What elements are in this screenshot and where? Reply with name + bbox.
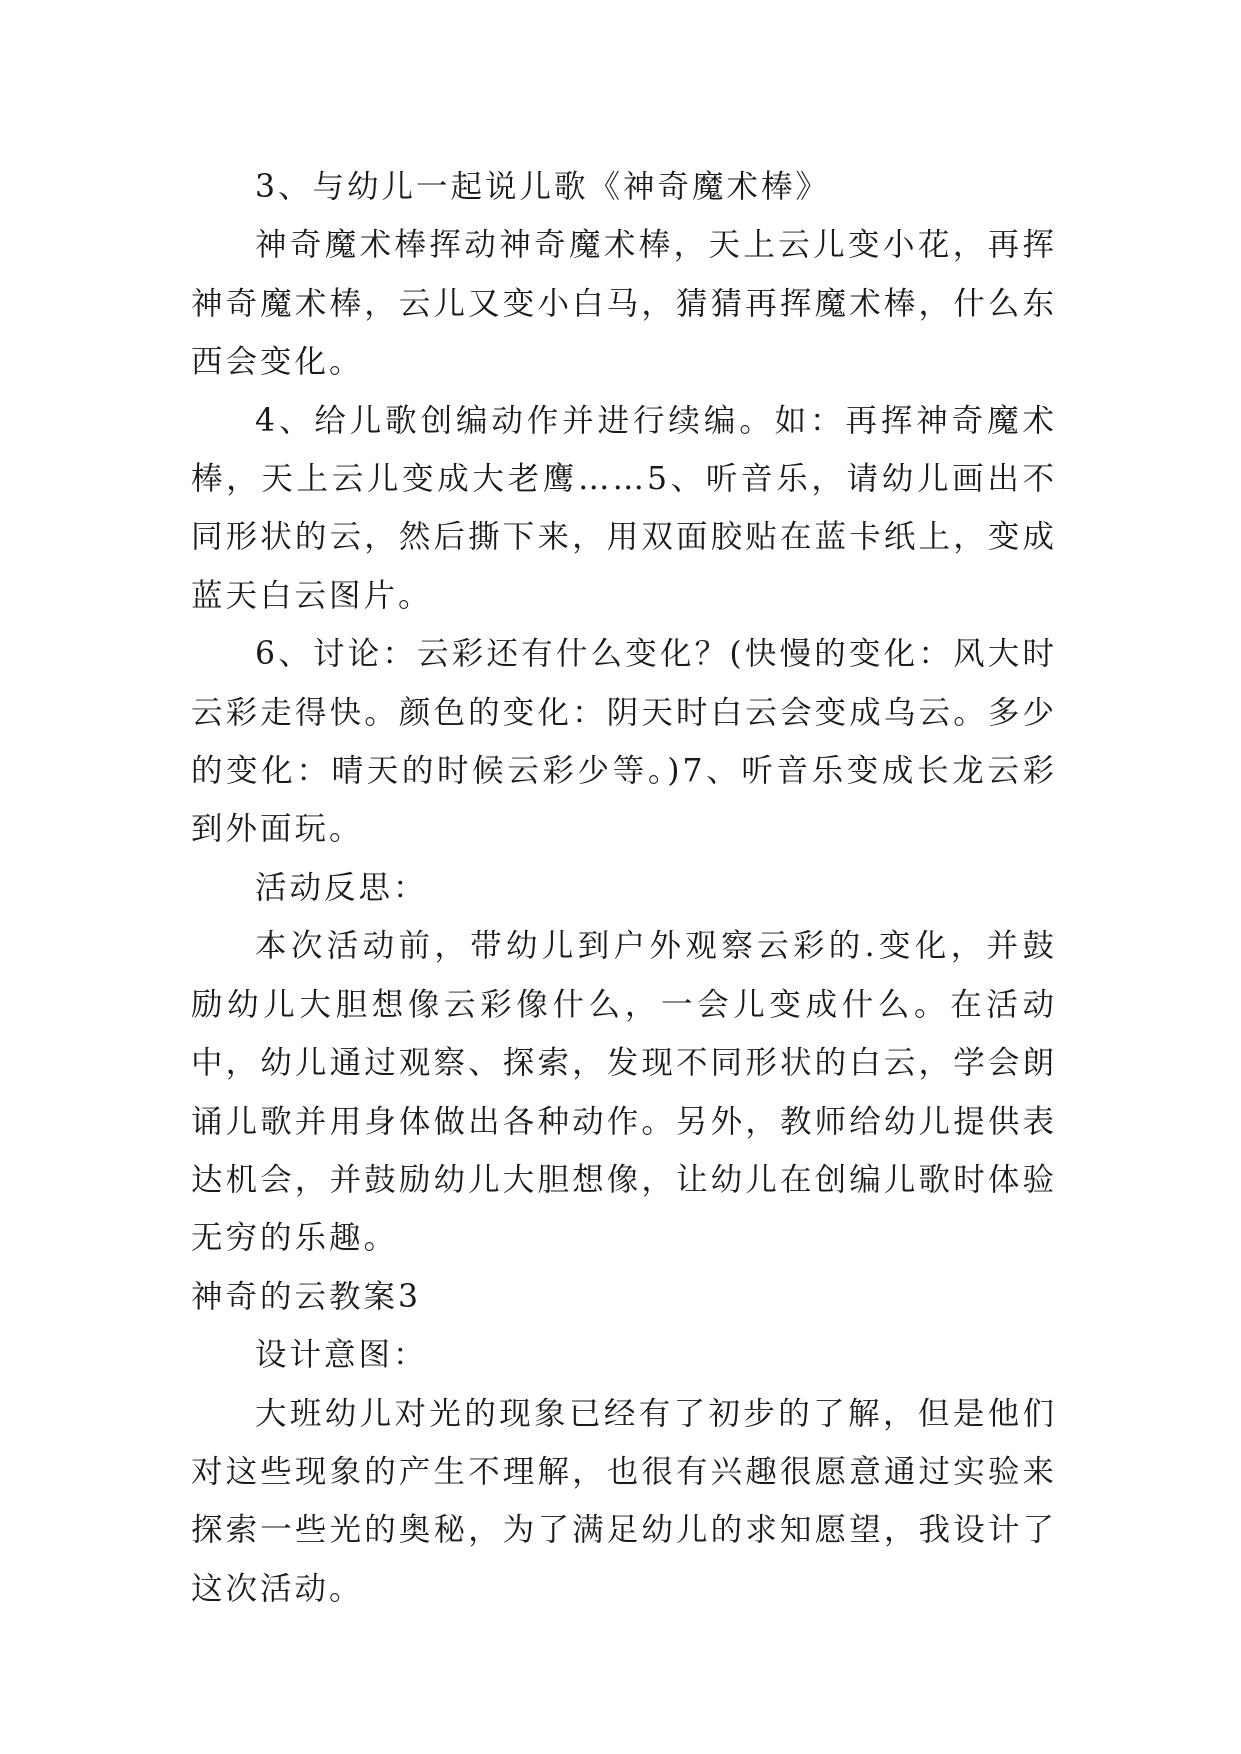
- paragraph-rhyme-text: 神奇魔术棒挥动神奇魔术棒，天上云儿变小花，再挥神奇魔术棒，云儿又变小白马，猜猜再挥魔术棒，什么东西会变化。: [191, 227, 1057, 381]
- heading-design-intent: 设计意图：: [255, 1337, 428, 1374]
- paragraph-step-4-5: 4、给儿歌创编动作并进行续编。如：再挥神奇魔术棒，天上云儿变成大老鹰……5、听音乐，请幼儿画出不同形状的云，然后撕下来，用双面胶贴在蓝卡纸上，变成蓝天白云图片。: [191, 402, 1057, 614]
- section-title: 神奇的云教案3: [191, 1278, 422, 1315]
- paragraph-step-3: 3、与幼儿一起说儿歌《神奇魔术棒》: [255, 169, 831, 205]
- document-body: [191, 158, 1057, 1618]
- paragraph-reflection: 本次活动前，带幼儿到户外观察云彩的.变化，并鼓励幼儿大胆想像云彩像什么，一会儿变成什么。在活动中，幼儿通过观察、探索，发现不同形状的白云，学会朗诵儿歌并用身体做出各种动作。另外，教师给幼儿提供表达机会，并鼓励幼儿大胆想像，让幼儿在创编儿歌时体验无穷的乐趣。: [191, 928, 1057, 1257]
- paragraph-step-6-7: 6、讨论：云彩还有什么变化？(快慢的变化：风大时云彩走得快。颜色的变化：阴天时白云会变成乌云。多少的变化：晴天的时候云彩少等。)7、听音乐变成长龙云彩到外面玩。: [191, 636, 1057, 848]
- paragraph-design-intent: 大班幼儿对光的现象已经有了初步的了解，但是他们对这些现象的产生不理解，也很有兴趣很愿意通过实验来探索一些光的奥秘，为了满足幼儿的求知愿望，我设计了这次活动。: [191, 1395, 1057, 1607]
- heading-reflection: 活动反思：: [255, 869, 428, 906]
